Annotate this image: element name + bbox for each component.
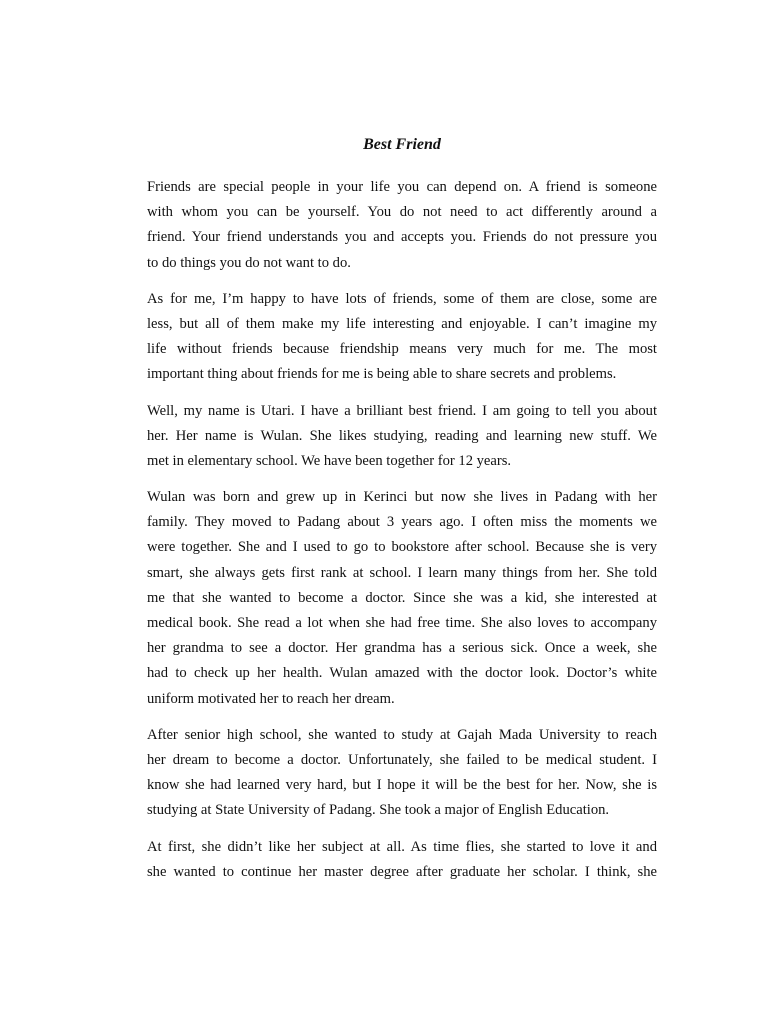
paragraph-line: family. They moved to Padang about 3 years ago. I often miss the moments we: [147, 514, 657, 531]
paragraph-line: she wanted to continue her master degree after graduate her scholar. I think, she: [147, 863, 657, 880]
paragraph-line: her. Her name is Wulan. She likes studying, reading and learning new stuff. We: [147, 427, 657, 444]
paragraph-line: After senior high school, she wanted to study at Gajah Mada University to reach: [147, 726, 657, 743]
paragraph: [147, 485, 657, 712]
paragraph: [147, 175, 657, 276]
paragraph: [147, 835, 657, 885]
paragraph-line: smart, she always gets first rank at school. I learn many things from her. She told: [147, 564, 657, 581]
paragraph-line: important thing about friends for me is being able to share secrets and problems.: [147, 366, 617, 383]
paragraph-line: friend. Your friend understands you and accepts you. Friends do not pressure you: [147, 229, 657, 246]
paragraph-line: uniform motivated her to reach her dream.: [147, 690, 395, 707]
paragraph-line: had to check up her health. Wulan amazed with the doctor look. Doctor’s white: [147, 665, 657, 682]
paragraph: [147, 287, 657, 388]
paragraph-line: medical book. She read a lot when she had free time. She also loves to accompany: [147, 615, 657, 631]
paragraph: [147, 399, 657, 475]
paragraph-line: At first, she didn’t like her subject at all. As time flies, she started to love it and: [147, 838, 657, 855]
paragraph-line: met in elementary school. We have been together for 12 years.: [147, 452, 512, 469]
paragraph-line: Well, my name is Utari. I have a brilliant best friend. I am going to tell you about: [147, 402, 657, 419]
paragraph-line: Wulan was born and grew up in Kerinci but now she lives in Padang with her: [147, 489, 657, 506]
paragraph-line: with whom you can be yourself. You do not need to act differently around a: [147, 204, 657, 221]
paragraph-line: Friends are special people in your life you can depend on. A friend is someone: [147, 179, 657, 195]
paragraph-line: to do things you do not want to do.: [147, 254, 351, 271]
paragraph-line: her grandma to see a doctor. Her grandma has a serious sick. Once a week, she: [147, 640, 657, 657]
document-title: Best Friend: [363, 136, 441, 153]
paragraph-line: As for me, I’m happy to have lots of friends, some of them are close, some are: [147, 290, 657, 307]
paragraph-line: know she had learned very hard, but I hope it will be the best for her. Now, she is: [147, 777, 657, 794]
paragraph-line: were together. She and I used to go to bookstore after school. Because she is very: [147, 539, 657, 556]
paragraph-line: less, but all of them make my life interesting and enjoyable. I can’t imagine my: [147, 315, 657, 332]
paragraph-line: studying at State University of Padang. She took a major of English Education.: [147, 802, 610, 819]
paragraph-line: her dream to become a doctor. Unfortunately, she failed to be medical student. I: [147, 751, 657, 768]
document-body: [147, 175, 657, 896]
paragraph-line: me that she wanted to become a doctor. Since she was a kid, she interested at: [147, 589, 657, 606]
paragraph: [147, 723, 657, 824]
paragraph-line: life without friends because friendship means very much for me. The most: [147, 341, 657, 358]
